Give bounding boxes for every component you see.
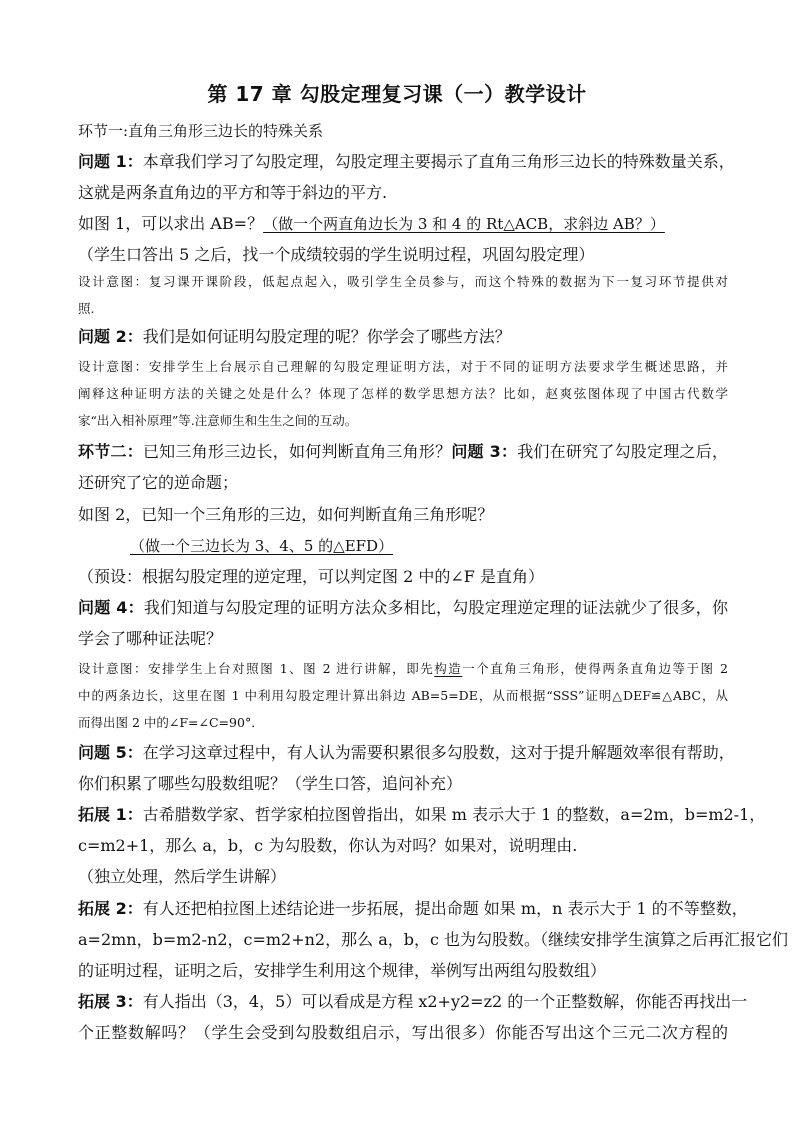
extension-1-label: 拓展 1：	[78, 805, 143, 824]
question-1-line-1	[78, 152, 735, 172]
section-1-heading: 环节一:直角三角形三边长的特殊关系	[78, 122, 324, 140]
question-2-text: 我们是如何证明勾股定理的呢？你学会了哪些方法？	[142, 327, 511, 346]
question-5-label: 问题 5：	[78, 743, 143, 762]
extension-3-text: 有人指出（3，4，5）可以看成是方程 x2+y2=z2 的一个正整数解，你能否再找出一	[142, 992, 748, 1011]
student-answer-note: （学生口答出 5 之后，找一个成绩较弱的学生说明过程，巩固勾股定理）	[78, 245, 595, 264]
question-5-text: 在学习这章过程中，有人认为需要积累很多勾股数，这对于提升解题效率很有帮助，	[142, 743, 735, 762]
question-4-line-2: 学会了哪种证法呢？	[78, 629, 223, 648]
design-intent-3-text-c: 一个直角三角形，使得两条直角边等于图 2	[462, 661, 728, 676]
design-intent-2-line-1: 设计意图：安排学生上台展示自己理解的勾股定理证明方法，对于不同的证明方法要求学生概述思路，并	[78, 359, 728, 374]
design-intent-3-construct: 构造	[434, 661, 463, 676]
question-1-label: 问题 1：	[78, 152, 143, 171]
figure-2-prompt: 如图 2，已知一个三角形的三边，如何判断直角三角形呢？	[78, 505, 494, 524]
section-2-line-2: 还研究了它的逆命题；	[78, 473, 239, 492]
question-5-line-1	[78, 743, 735, 763]
extension-1-text: 古希腊数学家、哲学家柏拉图曾指出，如果 m 表示大于 1 的整数，a=2m，b=m2-1，	[142, 805, 766, 824]
design-intent-3-line-2: 中的两条边长，这里在图 1 中利用勾股定理计算出斜边 AB=5=DE，从而根据“SSS”证明△DEF≌△ABC，从	[78, 688, 728, 703]
document-title: 第 17 章 勾股定理复习课（一）教学设计	[207, 82, 587, 106]
extension-2-line-1	[78, 899, 748, 919]
extension-2-line-2: a=2mn，b=m2-n2，c=m2+n2，那么 a，b，c 也为勾股数。（继续安排学生演算之后再汇报它们	[78, 930, 789, 949]
design-intent-1-line-1: 设计意图：复习课开课阶段，低起点起入，吸引学生全员参与，而这个特殊的数据为下一复习环节提供对	[78, 274, 728, 289]
preset-note: （预设：根据勾股定理的逆定理，可以判定图 2 中的∠F 是直角）	[78, 567, 544, 586]
question-4-line-1	[78, 598, 728, 618]
extension-1-line-2: c=m2+1，那么 a，b，c 为勾股数，你认为对吗？如果对，说明理由.	[78, 836, 578, 855]
design-intent-3-line-3: 而得出图 2 中的∠F=∠C=90°．	[78, 715, 264, 730]
extension-2-line-3: 的证明过程，证明之后，安排学生利用这个规律，举例写出两组勾股数组）	[78, 961, 607, 980]
extension-3-line-1	[78, 992, 748, 1012]
question-2-label: 问题 2：	[78, 327, 143, 346]
design-intent-3-line-1	[78, 661, 728, 677]
question-5-line-2: 你们积累了哪些勾股数组呢？（学生口答，追问补充）	[78, 774, 463, 793]
independent-work-note: （独立处理，然后学生讲解）	[78, 867, 287, 886]
figure-1-line	[78, 214, 728, 234]
extension-2-label: 拓展 2：	[78, 899, 143, 918]
extension-3-label: 拓展 3：	[78, 992, 143, 1011]
design-intent-2-line-2: 阐释这种证明方法的关键之处是什么？体现了怎样的数学思想方法？比如，赵爽弦图体现了中国古代数学	[78, 386, 728, 401]
question-4-label: 问题 4：	[78, 598, 144, 617]
question-3-label: 问题 3：	[451, 442, 518, 461]
design-intent-3-text-a: 设计意图：安排学生上台对照图 1、图 2 进行讲解，即先	[78, 661, 435, 676]
question-1-text: 本章我们学习了勾股定理，勾股定理主要揭示了直角三角形三边长的特殊数量关系，	[142, 152, 735, 171]
figure-2-note: （做一个三边长为 3、4、5 的△EFD）	[130, 537, 394, 555]
section-2-line-1	[78, 442, 728, 462]
extension-2-text: 有人还把柏拉图上述结论进一步拓展，提出命题 如果 m，n 表示大于 1 的不等整数，	[142, 899, 748, 918]
design-intent-2-line-3: 家“出入相补原理”等.注意师生和生生之间的互动。	[78, 413, 358, 428]
question-2-line	[78, 327, 728, 347]
design-intent-1-line-2: 照.	[78, 301, 95, 316]
question-1-line-2: 这就是两条直角边的平方和等于斜边的平方.	[78, 183, 388, 202]
question-4-text: 我们知道与勾股定理的证明方法众多相比，勾股定理逆定理的证法就少了很多，你	[143, 598, 728, 617]
extension-3-line-2: 个正整数解吗？（学生会受到勾股数组启示，写出很多）你能否写出这个三元二次方程的	[78, 1023, 728, 1042]
extension-1-line-1	[78, 805, 766, 825]
figure-1-note: （做一个两直角边长为 3 和 4 的 Rt△ACB，求斜边 AB？）	[263, 215, 665, 233]
figure-1-prompt: 如图 1，可以求出 AB=？	[78, 214, 264, 233]
section-2-text: 已知三角形三边长，如何判断直角三角形？	[142, 442, 452, 461]
question-3-text: 我们在研究了勾股定理之后，	[517, 442, 728, 461]
section-2-label: 环节二：	[78, 442, 143, 461]
